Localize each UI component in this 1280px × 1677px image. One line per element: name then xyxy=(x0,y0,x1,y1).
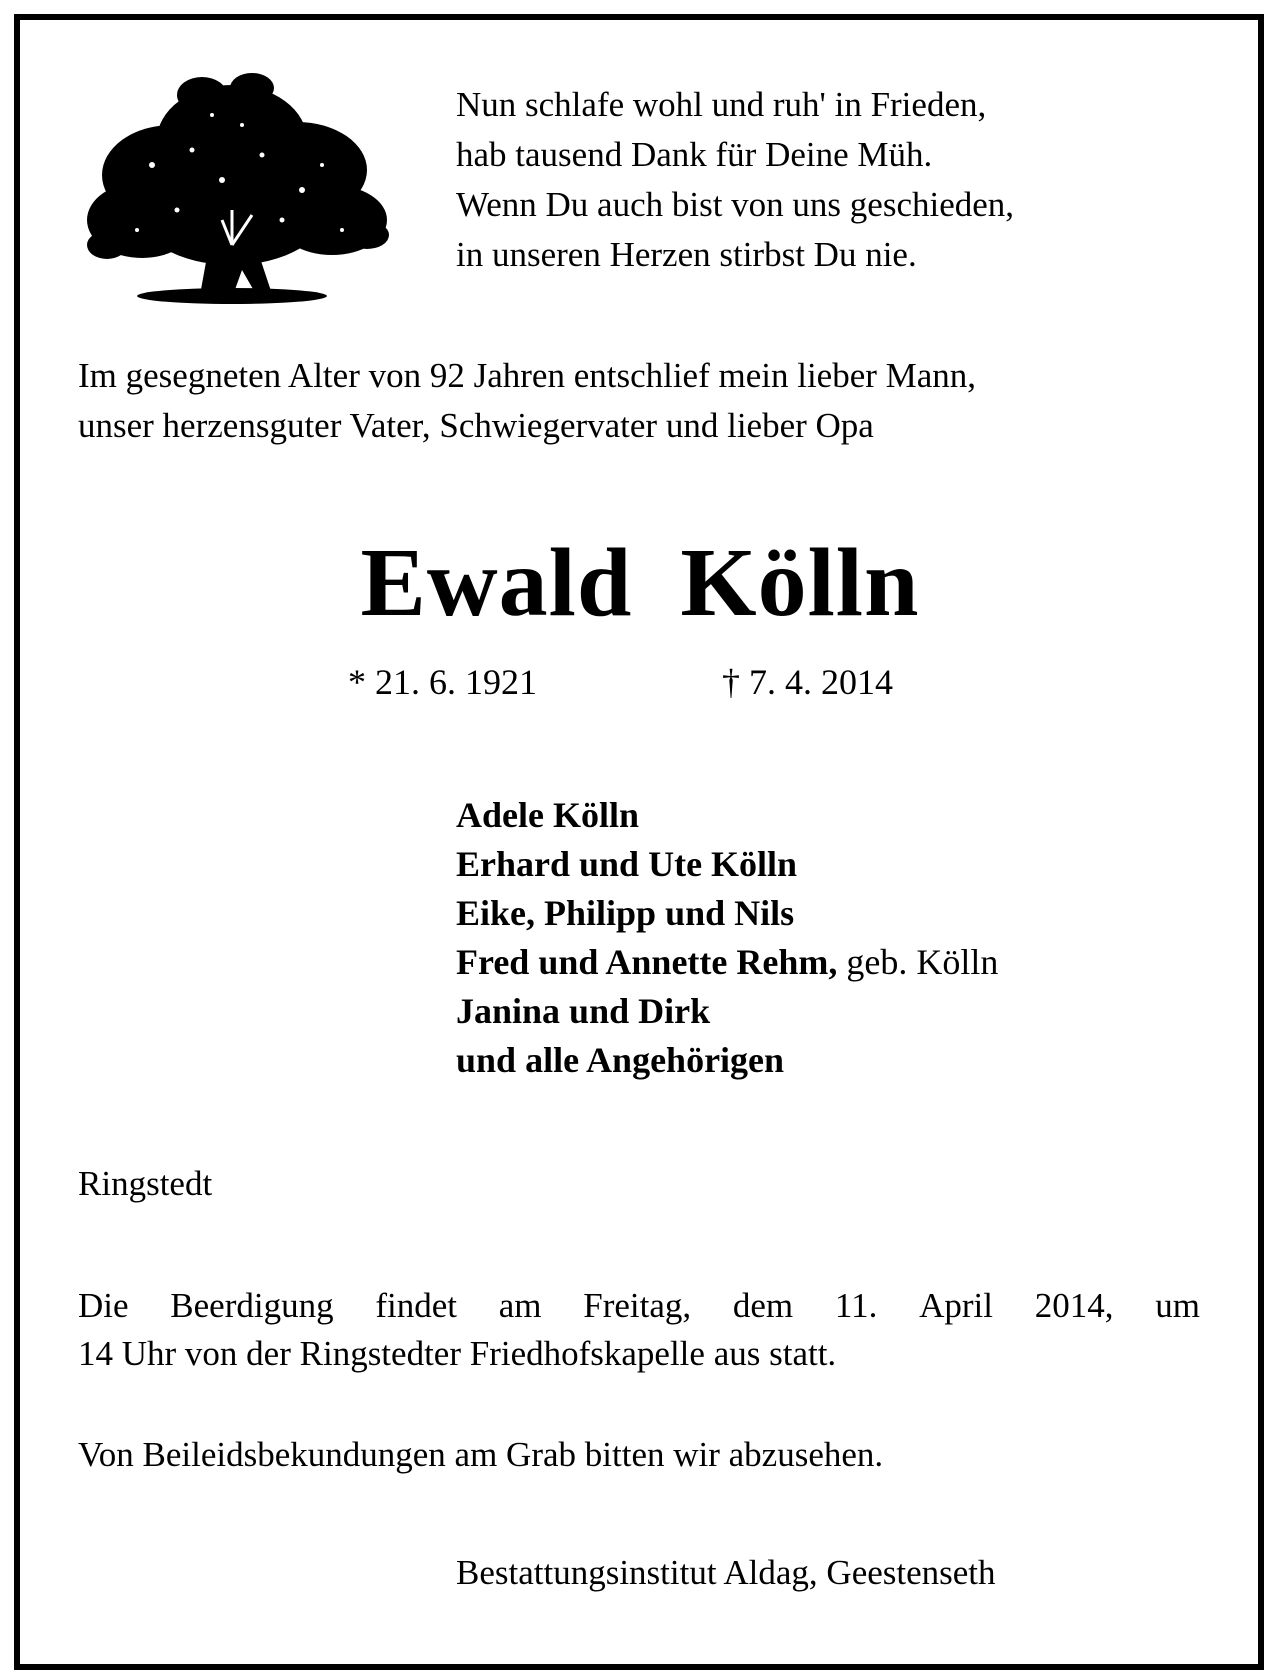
deceased-name xyxy=(0,528,1280,638)
poem-line: Nun schlafe wohl und ruh' in Frieden, xyxy=(456,85,987,124)
poem-line: Wenn Du auch bist von uns geschieden, xyxy=(456,185,1015,224)
funeral-line-1 xyxy=(78,1282,1200,1330)
intro-text xyxy=(78,351,976,451)
funeral-word: Beerdigung xyxy=(170,1286,334,1325)
funeral-word: Die xyxy=(78,1286,129,1325)
poem-line: in unseren Herzen stirbst Du nie. xyxy=(456,235,917,274)
maiden-name-note: geb. Kölln xyxy=(846,942,999,982)
funeral-word: findet xyxy=(375,1286,457,1325)
intro-line: unser herzensguter Vater, Schwiegervater und lieber Opa xyxy=(78,406,874,445)
funeral-notice xyxy=(78,1282,1200,1378)
first-name: Ewald xyxy=(360,529,633,637)
family-member-row xyxy=(456,938,998,987)
family-list xyxy=(456,791,998,1085)
last-name: Kölln xyxy=(680,529,920,637)
place: Ringstedt xyxy=(78,1164,213,1203)
family-member: Eike, Philipp und Nils xyxy=(456,893,795,933)
family-member: Fred und Annette Rehm, xyxy=(456,942,838,982)
funeral-word: Freitag, xyxy=(583,1286,692,1325)
poem xyxy=(456,80,1014,280)
family-member: Adele Kölln xyxy=(456,795,640,835)
funeral-word: am xyxy=(498,1286,542,1325)
funeral-word: April xyxy=(919,1286,993,1325)
family-member: Janina und Dirk xyxy=(456,991,711,1031)
death-date: † 7. 4. 2014 xyxy=(722,662,893,702)
undertaker: Bestattungsinstitut Aldag, Geestenseth xyxy=(456,1553,996,1592)
funeral-line-2: 14 Uhr von der Ringstedter Friedhofskapelle aus statt. xyxy=(78,1334,837,1373)
funeral-word: dem xyxy=(732,1286,794,1325)
condolence-note: Von Beileidsbekundungen am Grab bitten wir abzusehen. xyxy=(78,1435,884,1474)
funeral-word: 2014, xyxy=(1034,1286,1114,1325)
poem-line: hab tausend Dank für Deine Müh. xyxy=(456,135,933,174)
intro-line: Im gesegneten Alter von 92 Jahren entschlief mein lieber Mann, xyxy=(78,356,977,395)
family-member: Erhard und Ute Kölln xyxy=(456,844,798,884)
family-member: und alle Angehörigen xyxy=(456,1040,785,1080)
birth-date: * 21. 6. 1921 xyxy=(348,662,537,702)
tree-icon xyxy=(82,70,392,310)
funeral-word: um xyxy=(1155,1286,1200,1325)
funeral-word: 11. xyxy=(834,1286,878,1325)
